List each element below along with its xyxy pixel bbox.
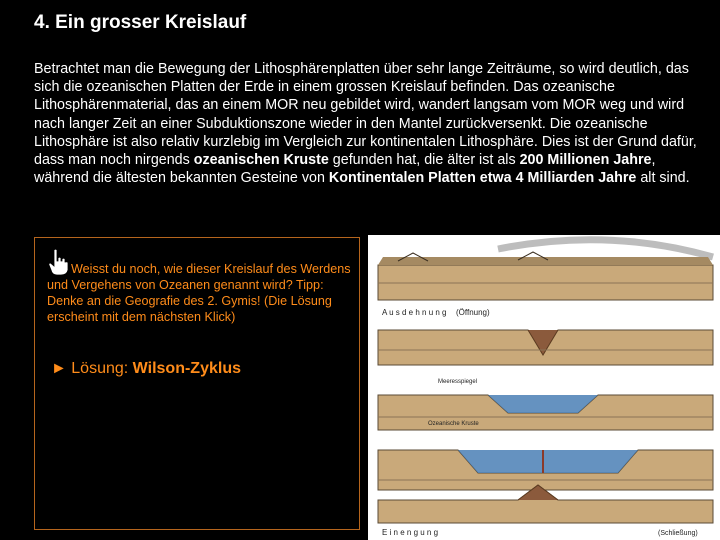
label-oeffnung: (Öffnung) [456,308,490,317]
hint-question: Weisst du noch, wie dieser Kreislauf des Werdens und Vergehens von Ozeanen genannt wird? Tipp: Denke an die Geografie des 2. Gymis! (Die Lösung erscheint mit dem nächsten Klick) [47,262,351,324]
paragraph-text-1: Betrachtet man die Bewegung der Lithosphärenplatten über sehr lange Zeiträume, so wird deutlich, das sich die ozeanischen Platten der Erde in einem grossen Kreislauf befinden. Das ozeanische Lithosphärenmaterial, das an einem MOR neu gebildet wird, wandert langsam vom MOR weg und wird nach langer Zeit an einer Subduktionszone wieder in den Mantel zurückversenkt. Die ozeanische Lithosphäre ist also relativ kurzlebig im Vergleich zur kontinentalen Lithosphäre. Dies ist der Grund dafür, dass man noch nirgends [34,61,697,169]
cycle-arrow-arc [498,240,713,257]
paragraph-bold-2: 200 Millionen Jahre [519,152,652,169]
label-meeresspiegel: Meeresspiegel [438,379,478,385]
paragraph-text-2: gefunden hat, die älter ist als [328,152,520,169]
paragraph-text-3: , während die ältesten bekannten Gesteine von [34,152,656,187]
solution-prefix: ► Lösung: [51,360,133,377]
paragraph-text-4: alt sind. [636,170,690,187]
hint-box [34,237,360,530]
label-ausdehnung: A u s d e h n u n g [382,308,447,317]
stage-2-block [378,330,713,365]
wilson-cycle-illustration [368,235,720,540]
stage-5-block [378,485,713,523]
paragraph-bold-1: ozeanischen Kruste [193,152,329,169]
label-ozeanische-kruste: Ozeanische Kruste [428,421,479,427]
solution-line [51,360,241,378]
body-paragraph [34,60,706,187]
page-title: 4. Ein grosser Kreislauf [34,12,247,33]
label-schliessung: (Schließung) [658,530,698,537]
label-einengung: E i n e n g u n g [382,528,439,537]
solution-value: Wilson-Zyklus [132,360,241,377]
stage-4-block [378,450,713,490]
stage-1-block [378,252,713,300]
wilson-cycle-diagram [368,235,720,540]
paragraph-bold-3: Kontinentalen Platten etwa 4 Milliarden Jahre [328,170,637,187]
